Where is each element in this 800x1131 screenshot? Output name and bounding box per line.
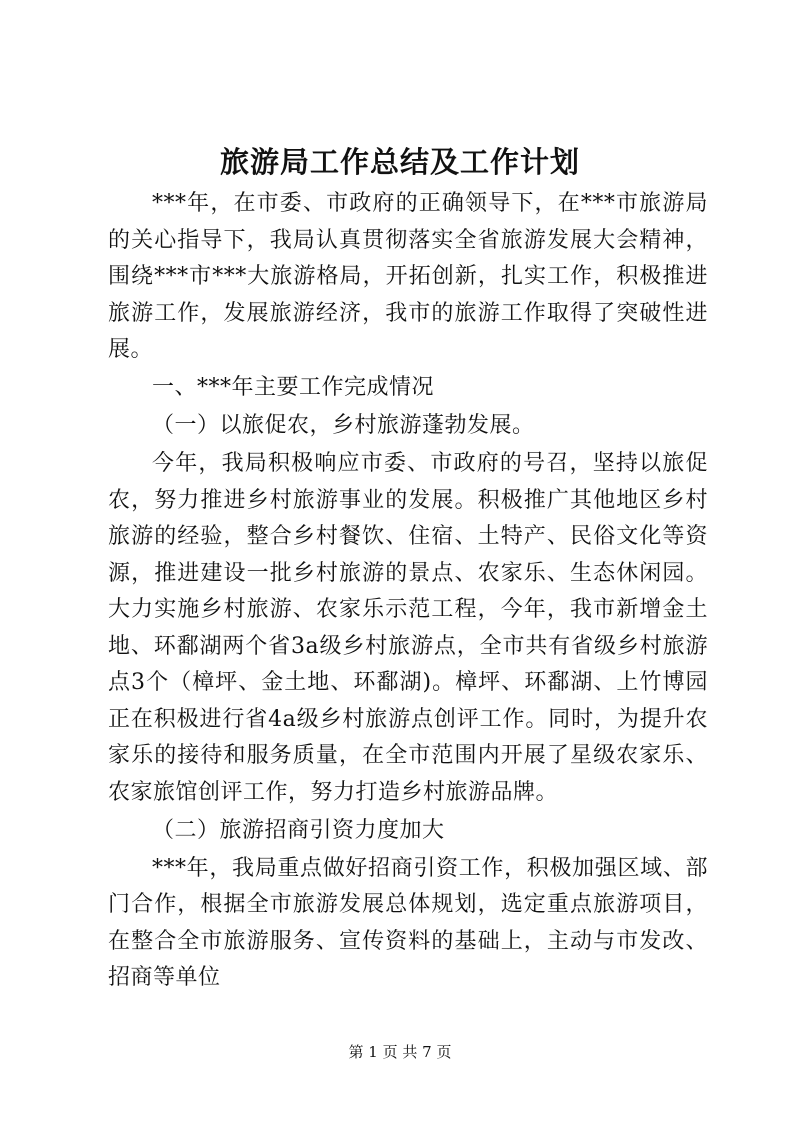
heading-subsection-2: （二）旅游招商引资力度加大 bbox=[152, 817, 445, 843]
paragraph-rural-tourism: 今年，我局积极响应市委、市政府的号召，坚持以旅促农，努力推进乡村旅游事业的发展。积极推广其他地区乡村旅游的经验，整合乡村餐饮、住宿、土特产、民俗文化等资源，推进建设一批乡村旅游的景点、农家乐、生态休闲园。大力实施乡村旅游、农家乐示范工程，今年，我市新增金土地、环鄱湖两个省3a级乡村旅游点，全市共有省级乡村旅游点3个（樟坪、金土地、环鄱湖)。樟坪、环鄱湖、上竹博园正在积极进行省4a级乡村旅游点创评工作。同时，为提升农家乐的接待和服务质量，在全市范围内开展了星级农家乐、农家旅馆创评工作，努力打造乡村旅游品牌。 bbox=[108, 451, 708, 805]
heading-section-1: 一、***年主要工作完成情况 bbox=[152, 375, 435, 400]
page-footer: 第 1 页 共 7 页 bbox=[348, 1043, 452, 1061]
paragraph-investment: ***年，我局重点做好招商引资工作，积极加强区域、部门合作，根据全市旅游发展总体规划，选定重点旅游项目，在整合全市旅游服务、宣传资料的基础上，主动与市发改、招商等单位 bbox=[108, 855, 708, 990]
heading-subsection-1: （一）以旅促农，乡村旅游蓬勃发展。 bbox=[152, 413, 535, 438]
document-title: 旅游局工作总结及工作计划 bbox=[219, 145, 580, 179]
document-body bbox=[108, 186, 708, 998]
paragraph-intro: ***年，在市委、市政府的正确领导下，在***市旅游局的关心指导下，我局认真贯彻落实全省旅游发展大会精神，围绕***市***大旅游格局，开拓创新，扎实工作，积极推进旅游工作，发展旅游经济，我市的旅游工作取得了突破性进展。 bbox=[108, 191, 708, 362]
